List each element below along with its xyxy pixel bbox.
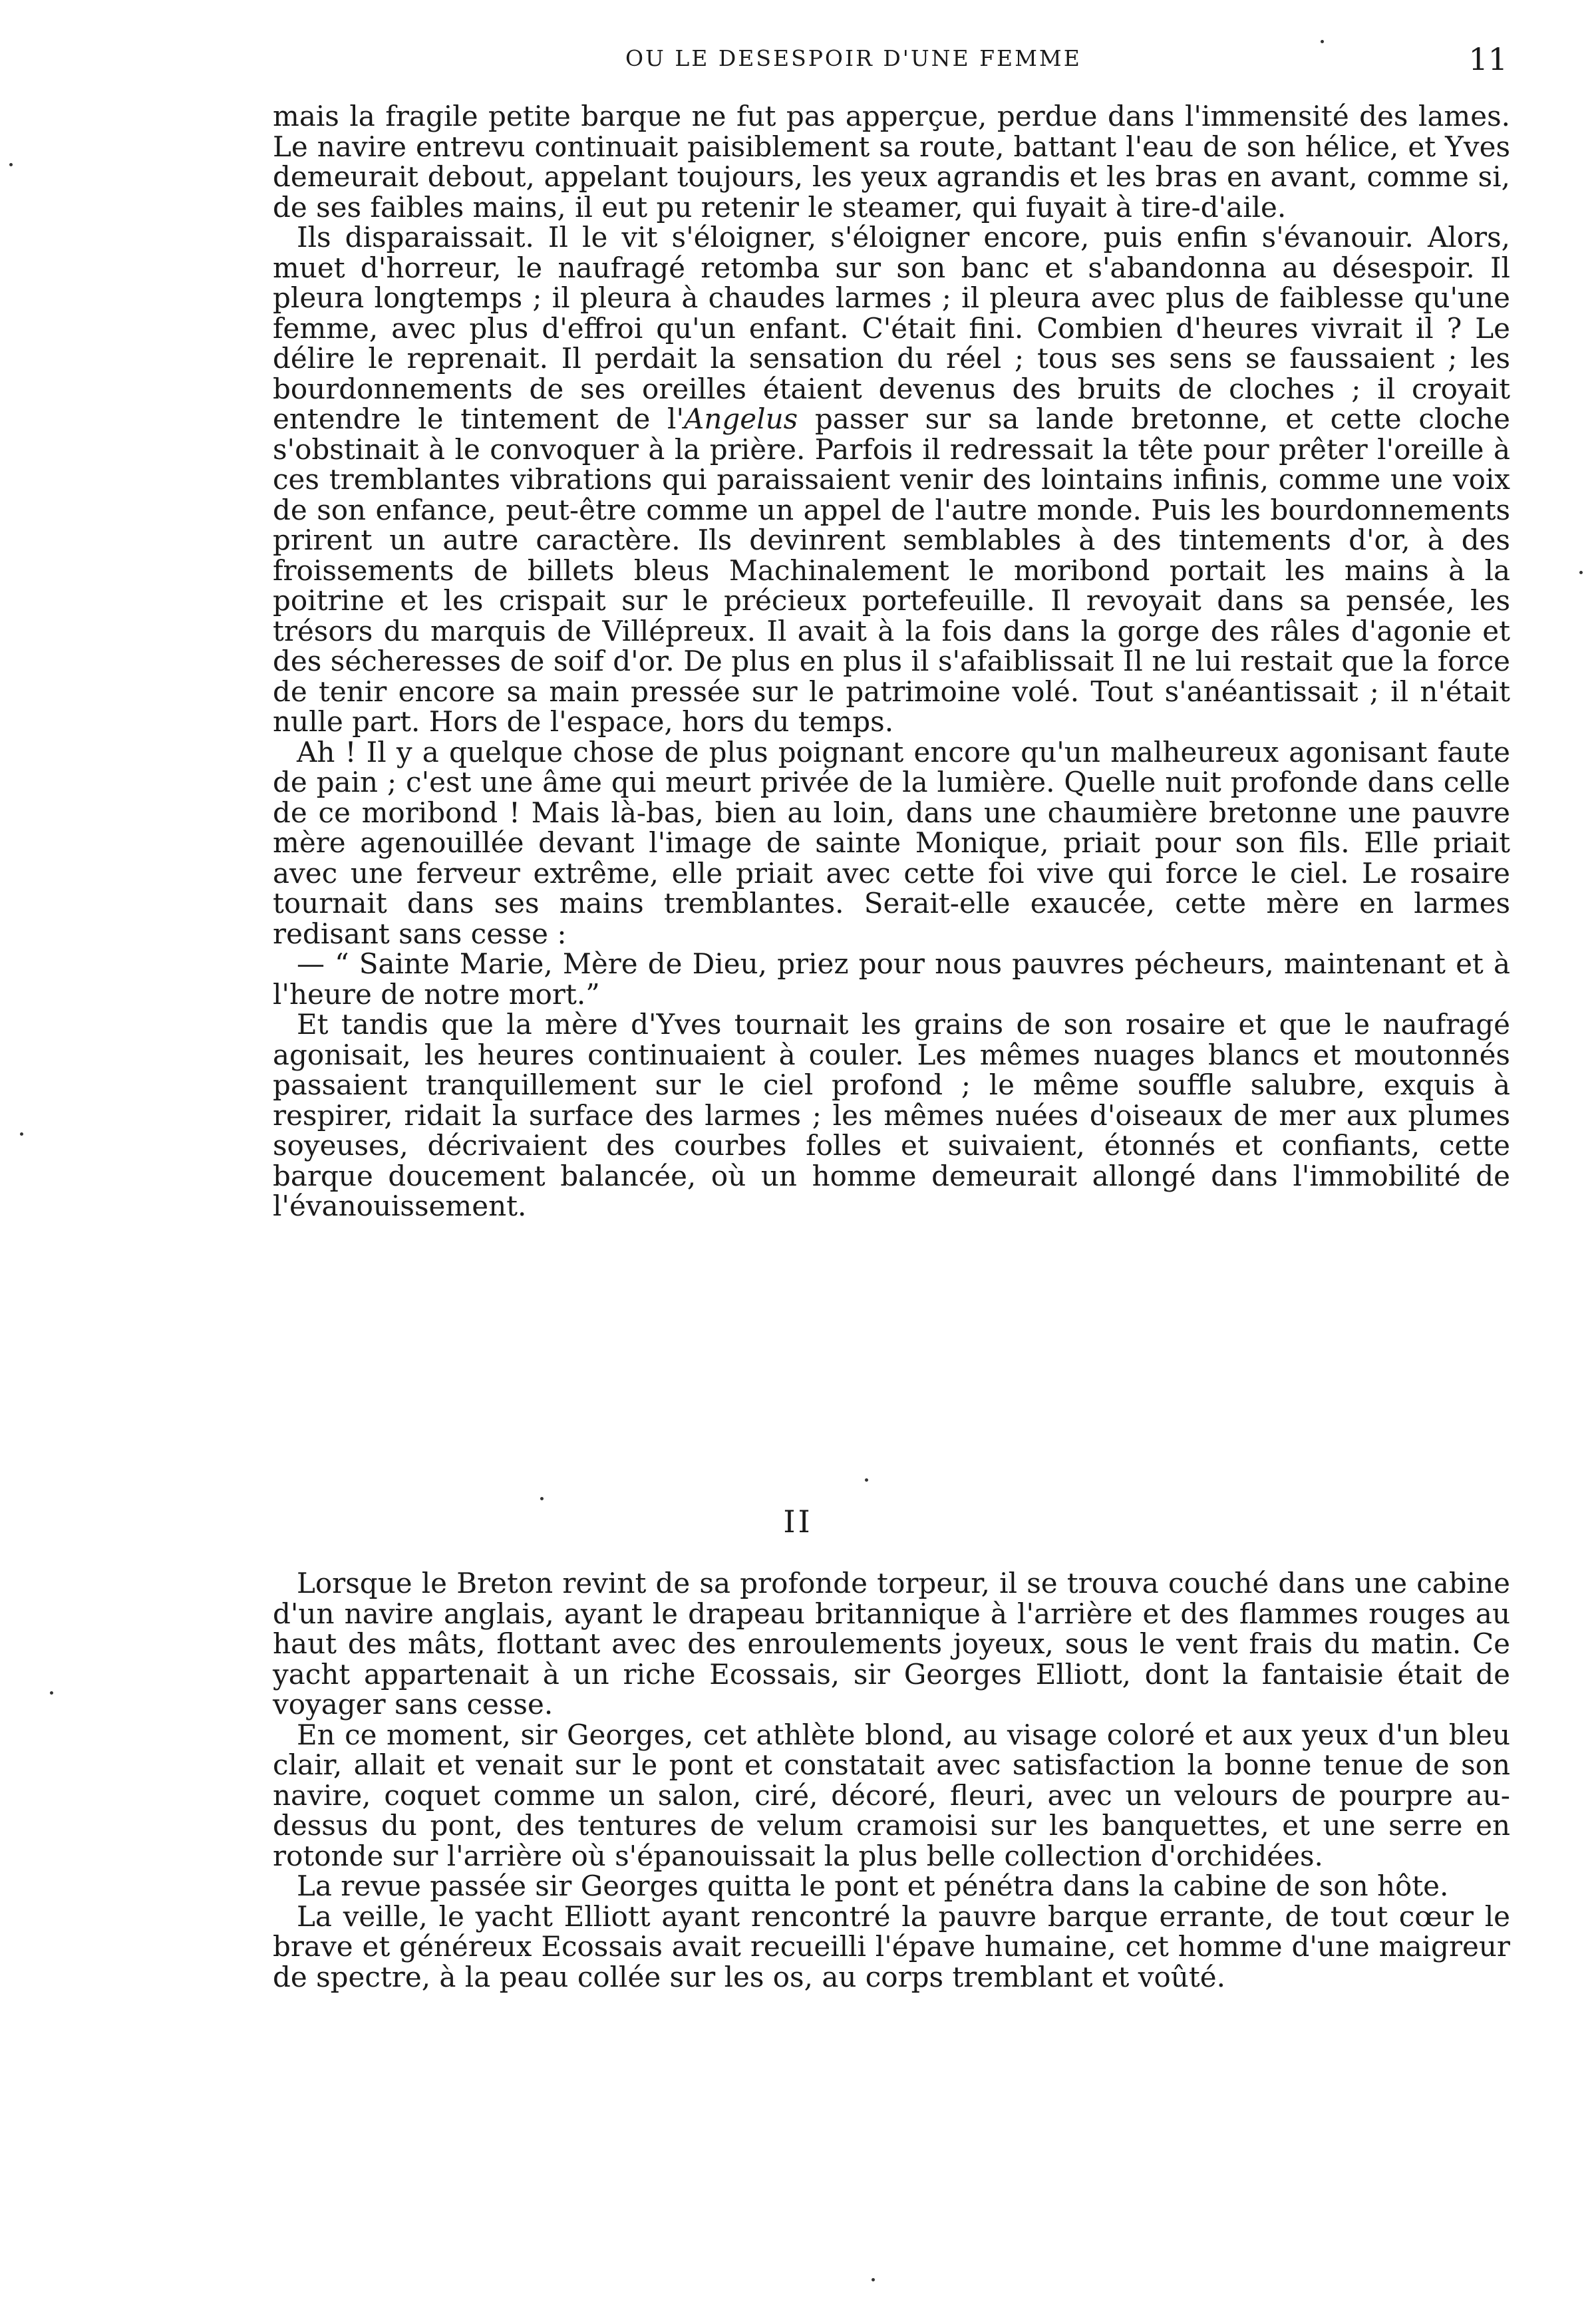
scan-speck xyxy=(540,1497,544,1500)
paragraph: La veille, le yacht Elliott ayant rencontré la pauvre barque errante, de tout cœur le brave et généreux Ecossais avait recueilli l'épave humaine, cet homme d'une maigreur de spectre, à la peau collée sur les os, au corps tremblant et voûté. xyxy=(273,1900,1510,1993)
scan-speck xyxy=(9,163,13,166)
paragraph: Ah ! Il y a quelque chose de plus poignant encore qu'un malheureux agonisant faute de pain ; c'est une âme qui meurt privée de la lumière. Quelle nuit profonde dans celle de ce moribond ! Mais là-bas, bien au loin, dans une chaumière bretonne une pauvre mère agenouillée devant l'image de sainte Monique, priait pour son fils. Elle priait avec une ferveur extrême, elle priait avec cette foi vive qui force le ciel. Le rosaire tournait dans ses mains tremblantes. Serait-elle exaucée, cette mère en larmes redisant sans cesse : xyxy=(273,735,1510,950)
section-two-text xyxy=(273,1568,1510,1992)
paragraph: mais la fragile petite barque ne fut pas apperçue, perdue dans l'immensité des lames. Le navire entrevu continuait paisiblement sa route, battant l'eau de son hélice, et Yves demeurait debout, appelant toujours, les yeux agrandis et les bras en avant, comme si, de ses faibles mains, il eut pu retenir le steamer, qui fuyait à tire-d'aile. xyxy=(273,100,1510,224)
prayer-quote: — “ Sainte Marie, Mère de Dieu, priez pour nous pauvres pécheurs, maintenant et à l'heure de notre mort.” xyxy=(273,947,1510,1011)
paragraph: Et tandis que la mère d'Yves tournait les grains de son rosaire et que le naufragé agonisait, les heures continuaient à couler. Les mêmes nuages blancs et moutonnés passaient tranquillement sur le ciel profond ; le même souffle salubre, exquis à respirer, ridait la surface des larmes ; les mêmes nuées d'oiseaux de mer aux plumes soyeuses, décrivaient des courbes folles et suivaient, étonnés et confiants, cette barque doucement balancée, où un homme demeurait allongé dans l'immobilité de l'évanouissement. xyxy=(273,1008,1510,1222)
section-heading: II xyxy=(783,1504,813,1540)
page-number: 11 xyxy=(1468,41,1508,77)
paragraph: Ils disparaissait. Il le vit s'éloigner, s'éloigner encore, puis enfin s'évanouir. Alors, muet d'horreur, le naufragé retomba sur son banc et s'abandonna au désespoir. Il pleura longtemps ; il pleura à chaudes larmes ; il pleura avec plus de faiblesse qu'une femme, avec plus d'effroi qu'un enfant. C'était fini. Combien d'heures vivrait il ? Le délire le reprenait. Il perdait la sensation du réel ; tous ses sens se faussaient ; les bourdonnements de ses oreilles étaient devenus des bruits de cloches ; il croyait entendre le tintement de l'Angelus passer sur sa lande bretonne, et cette cloche s'obstinait à le convoquer à la prière. Parfois il redressait la tête pour prêter l'oreille à ces tremblantes vibrations qui paraissaient venir des lointains infinis, comme une voix de son enfance, peut-être comme un appel de l'autre monde. Puis les bourdonnements prirent un autre caractère. Ils devinrent semblables à des tintements d'or, à des froissements de billets bleus Machinalement le moribond portait les mains à la poitrine et les crispait sur le précieux portefeuille. Il revoyait dans sa pensée, les trésors du marquis de Villépreux. Il avait à la fois dans la gorge des râles d'agonie et des sécheresses de soif d'or. De plus en plus il s'afaiblissait Il ne lui restait que la force de tenir encore sa main pressée sur le patrimoine volé. Tout s'anéantissait ; il n'était nulle part. Hors de l'espace, hors du temps. xyxy=(273,221,1510,738)
section-one-text xyxy=(273,101,1510,1222)
scan-speck xyxy=(1321,40,1324,43)
scan-speck xyxy=(865,1478,868,1482)
paragraph: En ce moment, sir Georges, cet athlète blond, au visage coloré et aux yeux d'un bleu clair, allait et venait sur le pont et constatait avec satisfaction la bonne tenue de son navire, coquet comme un salon, ciré, décoré, fleuri, avec un velours de pourpre au-dessus du pont, des tentures de velum cramoisi sur les banquettes, et une serre en rotonde sur l'arrière où s'épanouissait la plus belle collection d'orchidées. xyxy=(273,1718,1510,1872)
running-title: OU LE DESESPOIR D'UNE FEMME xyxy=(625,45,1082,71)
running-header xyxy=(279,41,1508,81)
paragraph: La revue passée sir Georges quitta le pont et pénétra dans la cabine de son hôte. xyxy=(297,1870,1449,1902)
paragraph: Lorsque le Breton revint de sa profonde torpeur, il se trouva couché dans une cabine d'un navire anglais, ayant le drapeau britannique à l'arrière et des flammes rouges au haut des mâts, flottant avec des enroulements joyeux, sous le vent frais du matin. Ce yacht appartenait à un riche Ecossais, sir Georges Elliott, dont la fantaisie était de voyager sans cesse. xyxy=(273,1567,1510,1721)
scan-speck xyxy=(20,1132,23,1136)
scan-speck xyxy=(872,2278,875,2281)
scan-speck xyxy=(1579,571,1583,574)
scan-speck xyxy=(50,1691,53,1695)
